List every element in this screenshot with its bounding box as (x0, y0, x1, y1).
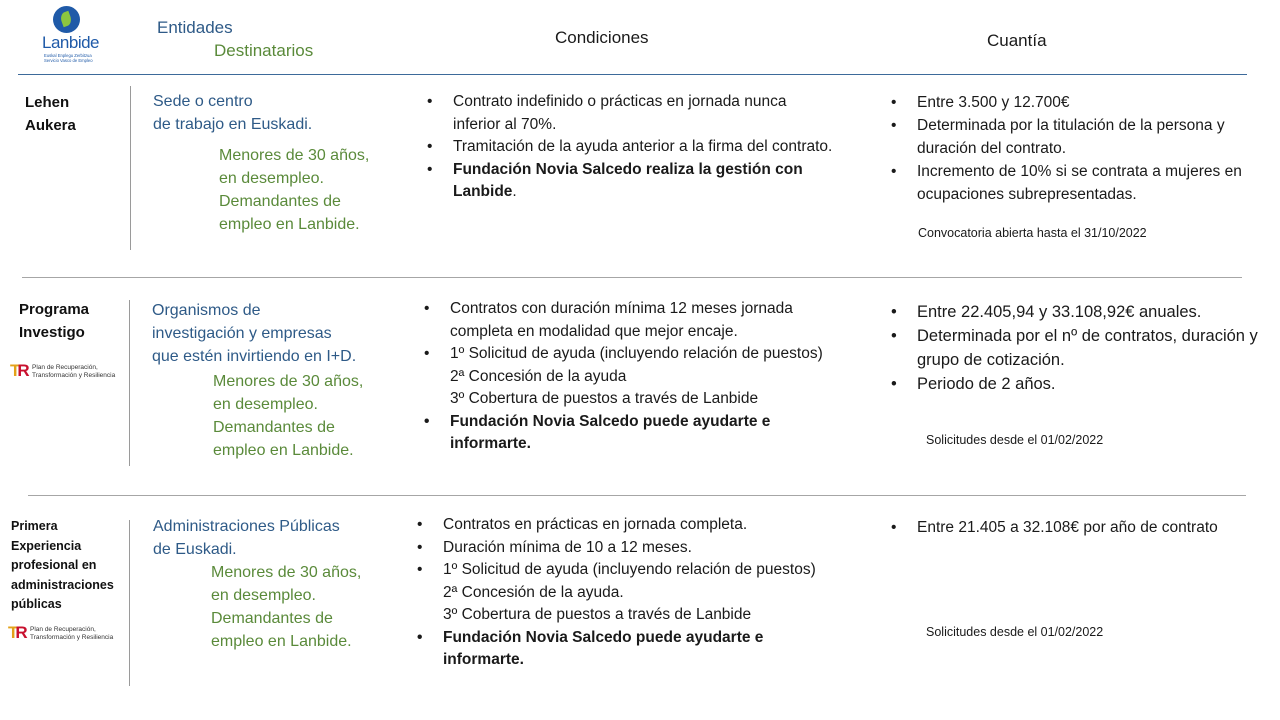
list-item: • Tramitación de la ayuda anterior a la firma del contrato. (425, 136, 835, 159)
header-cuantia: Cuantía (987, 31, 1047, 50)
row3-destinatarios: Menores de 30 años, en desempleo. Demandantes de empleo en Lanbide. (211, 564, 362, 650)
row2-title: Programa Investigo (19, 301, 90, 341)
plan-mark-icon: TR (8, 623, 25, 642)
list-item: 3º Cobertura de puestos a través de Lanbide (443, 606, 752, 623)
row3-cuantia (889, 516, 1274, 539)
row2-destinatarios: Menores de 30 años, en desempleo. Demandantes de empleo en Lanbide. (213, 373, 364, 459)
list-item: • Contratos con duración mínima 12 meses jornada completa en modalidad que mejor encaje. (422, 298, 832, 343)
logo-subtitle: Euskal Enplegu Zerbitzua Servicio Vasco de Empleo (44, 53, 93, 63)
plan-mark-icon: TR (10, 361, 27, 380)
list-item: • Determinada por la titulación de la persona y duración del contrato. (889, 114, 1261, 160)
list-item: 2ª Concesión de la ayuda. (443, 583, 624, 601)
row2-cuantia (889, 300, 1259, 396)
row1-entidades: Sede o centro de trabajo en Euskadi. (153, 93, 313, 133)
row2-condiciones (422, 298, 832, 456)
list-item: • 1º Solicitud de ayuda (incluyendo relación de puestos) (422, 343, 832, 366)
row1-nota: Convocatoria abierta hasta el 31/10/2022 (918, 226, 1147, 240)
header-condiciones: Condiciones (555, 28, 649, 47)
list-item: • Entre 3.500 y 12.700€ (889, 91, 1261, 114)
row1-cuantia (889, 91, 1261, 206)
lanbide-logo (40, 6, 104, 66)
list-item: • Determinada por el nº de contratos, duración y grupo de cotización. (889, 324, 1259, 372)
header-entidades: Entidades (157, 18, 233, 37)
list-item: 3º Cobertura de puestos a través de Lanbide (450, 390, 759, 407)
row3-separator (129, 520, 130, 686)
row1-separator (130, 86, 131, 250)
row3-condiciones (415, 514, 825, 672)
list-item: • Fundación Novia Salcedo puede ayudarte e informarte. (415, 627, 825, 672)
row3-nota: Solicitudes desde el 01/02/2022 (926, 625, 1104, 639)
row2-entidades: Organismos de investigación y empresas que estén invirtiendo en I+D. (152, 302, 357, 365)
row2-separator (129, 300, 130, 466)
row1-destinatarios: Menores de 30 años, en desempleo. Demandantes de empleo en Lanbide. (219, 147, 370, 233)
list-item: • Fundación Novia Salcedo puede ayudarte e informarte. (422, 411, 832, 456)
plan-recuperacion-logo: TR Plan de Recuperación, Transformación y Resiliencia (8, 623, 114, 642)
row3-entidades: Administraciones Públicas de Euskadi. (153, 518, 340, 558)
row3-title: Primera Experiencia profesional en administraciones públicas (11, 519, 114, 611)
list-item: • Periodo de 2 años. (889, 372, 1259, 396)
plan-recuperacion-logo: TR Plan de Recuperación, Transformación y Resiliencia (10, 361, 116, 380)
list-item: • Entre 22.405,94 y 33.108,92€ anuales. (889, 300, 1259, 324)
list-item: • Incremento de 10% si se contrata a mujeres en ocupaciones subrepresentadas. (889, 160, 1261, 206)
row-divider-1 (22, 277, 1242, 278)
logo-wordmark: Lanbide (42, 33, 100, 52)
header-divider (18, 74, 1247, 75)
list-item: • Fundación Novia Salcedo realiza la gestión con Lanbide. (425, 159, 835, 204)
row2-nota: Solicitudes desde el 01/02/2022 (926, 433, 1104, 447)
row1-condiciones (425, 91, 835, 204)
list-item: • Entre 21.405 a 32.108€ por año de contrato (889, 516, 1274, 539)
list-item: • Duración mínima de 10 a 12 meses. (415, 537, 825, 560)
list-item: • Contrato indefinido o prácticas en jornada nunca inferior al 70%. (425, 91, 835, 136)
list-item: • 1º Solicitud de ayuda (incluyendo relación de puestos) (415, 559, 825, 582)
list-item: • Contratos en prácticas en jornada completa. (415, 514, 825, 537)
list-item: 2ª Concesión de la ayuda (450, 367, 627, 385)
row-divider-2 (28, 495, 1246, 496)
header-destinatarios: Destinatarios (214, 41, 314, 60)
row1-title: Lehen Aukera (25, 94, 76, 134)
